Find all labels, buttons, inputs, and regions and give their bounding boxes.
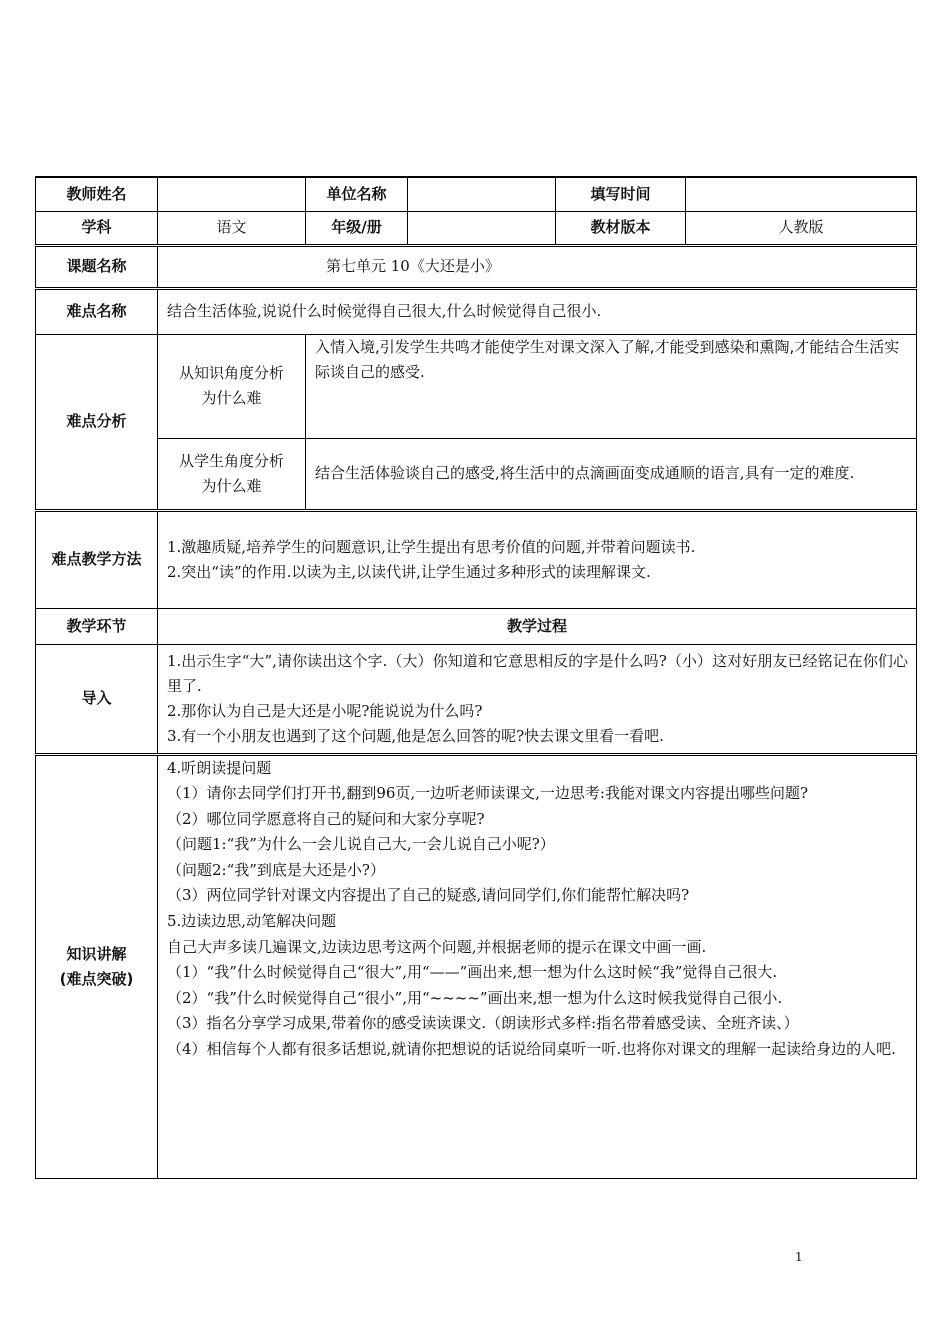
method-line: 1.激趣质疑,培养学生的问题意识,让学生提出有思考价值的问题,并带着问题读书. (167, 537, 696, 556)
knowledge-line: （1）“我”什么时候觉得自己“很大”,用“——”画出来,想一想为什么这时候“我”觉得自己很大. (167, 963, 778, 982)
knowledge-line: （4）相信每个人都有很多话想说,就请你把想说的话说给同桌听一听.也将你对课文的理解一起读给身边的人吧. (167, 1040, 896, 1059)
knowledge-line: （1）请你去同学们打开书,翻到96页,一边听老师读课文,一边思考:我能对课文内容提出哪些问题? (167, 784, 809, 803)
knowledge-line: （3）两位同学针对课文内容提出了自己的疑惑,请问同学们,你们能帮忙解决吗? (167, 886, 690, 905)
grade-label: 年级/册 (306, 211, 408, 245)
unit-name-value (408, 177, 556, 211)
method-row (36, 510, 917, 608)
teacher-name-label: 教师姓名 (36, 177, 158, 211)
student-angle-label-line-1: 从学生角度分析 (178, 451, 284, 470)
knowledge-row (36, 754, 917, 1178)
analysis-knowledge-row (36, 334, 917, 438)
process-header-label: 教学过程 (158, 608, 917, 644)
header-row-2 (36, 211, 917, 245)
knowledge-line: 4.听朗读提问题 (167, 758, 272, 777)
unit-name-label: 单位名称 (306, 177, 408, 211)
subject-label: 学科 (36, 211, 158, 245)
intro-line: 1.出示生字“大”,请你读出这个字.（大）你知道和它意思相反的字是什么吗?（小）这对好朋友已经铭记在你们心里了. (167, 651, 908, 695)
method-label: 难点教学方法 (36, 510, 158, 608)
stage-header-label: 教学环节 (36, 608, 158, 644)
textbook-label: 教材版本 (556, 211, 686, 245)
method-value (158, 510, 917, 608)
header-row-1 (36, 177, 917, 211)
knowledge-line: （问题2:“我”到底是大还是小?） (167, 860, 385, 879)
process-header-row (36, 608, 917, 644)
knowledge-line: 5.边读边思,动笔解决问题 (167, 912, 337, 931)
grade-value (408, 211, 556, 245)
knowledge-angle-label-line-2: 为什么难 (201, 389, 262, 407)
topic-value: 第七单元 10《大还是小》 (158, 245, 917, 288)
knowledge-label (36, 754, 158, 1178)
topic-row (36, 245, 917, 288)
knowledge-label-line-1: 知识讲解 (66, 944, 127, 963)
textbook-value: 人教版 (686, 211, 917, 245)
fill-time-value (686, 177, 917, 211)
knowledge-label-line-2: (难点突破) (59, 969, 134, 988)
knowledge-line: （2）哪位同学愿意将自己的疑问和大家分享呢? (167, 809, 485, 828)
knowledge-line: 自己大声多读几遍课文,边读边思考这两个问题,并根据老师的提示在课文中画一画. (167, 937, 707, 956)
difficulty-value: 结合生活体验,说说什么时候觉得自己很大,什么时候觉得自己很小. (158, 288, 917, 334)
page-number: 1 (795, 1250, 803, 1264)
analysis-label: 难点分析 (36, 334, 158, 510)
lesson-plan-table (35, 176, 917, 1179)
topic-label: 课题名称 (36, 245, 158, 288)
intro-line: 2.那你认为自己是大还是小呢?能说说为什么吗? (167, 701, 483, 720)
subject-value: 语文 (158, 211, 306, 245)
teacher-name-value (158, 177, 306, 211)
intro-row (36, 644, 917, 754)
student-angle-label (158, 438, 306, 510)
fill-time-label: 填写时间 (556, 177, 686, 211)
knowledge-content (158, 754, 917, 1178)
knowledge-angle-label-line-1: 从知识角度分析 (178, 364, 284, 382)
knowledge-line: （2）“我”什么时候觉得自己“很小”,用“~~~~”画出来,想一想为什么这时候我觉得自己很小. (167, 988, 783, 1007)
analysis-student-row (36, 438, 917, 510)
difficulty-label: 难点名称 (36, 288, 158, 334)
knowledge-angle-value: 入情入境,引发学生共鸣才能使学生对课文深入了解,才能受到感染和熏陶,才能结合生活实际谈自己的感受. (306, 334, 917, 438)
student-angle-label-line-2: 为什么难 (201, 476, 262, 495)
method-line: 2.突出“读”的作用.以读为主,以读代讲,让学生通过多种形式的读理解课文. (167, 562, 651, 581)
difficulty-row (36, 288, 917, 334)
knowledge-angle-label (158, 334, 306, 438)
intro-label: 导入 (36, 644, 158, 754)
intro-line: 3.有一个小朋友也遇到了这个问题,他是怎么回答的呢?快去课文里看一看吧. (167, 726, 664, 745)
student-angle-value: 结合生活体验谈自己的感受,将生活中的点滴画面变成通顺的语言,具有一定的难度. (306, 438, 917, 510)
knowledge-line: （3）指名分享学习成果,带着你的感受读读课文.（朗读形式多样:指名带着感受读、全班齐读、） (167, 1014, 799, 1033)
knowledge-line: （问题1:“我”为什么一会儿说自己大,一会儿说自己小呢?） (167, 835, 555, 854)
intro-content (158, 644, 917, 754)
